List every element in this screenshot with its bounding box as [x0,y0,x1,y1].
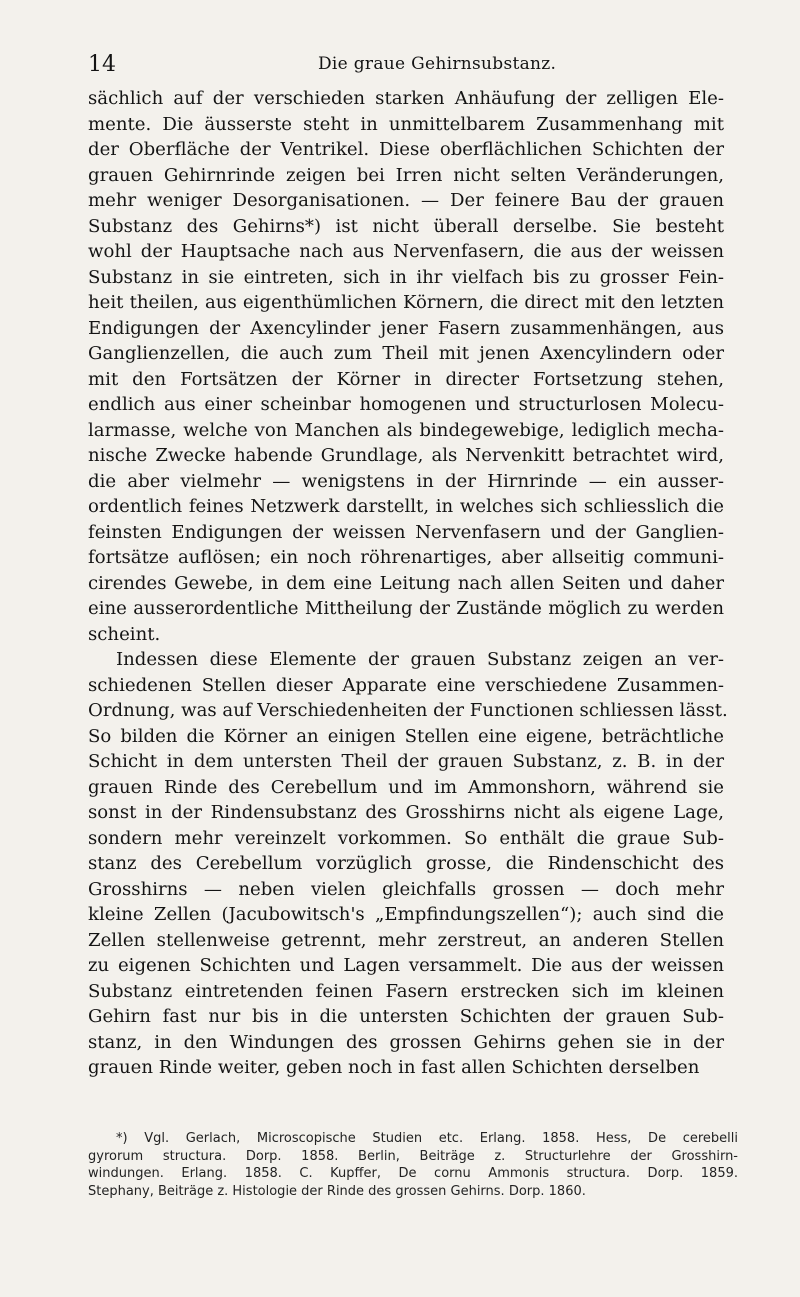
page-number: 14 [88,52,116,77]
footnote-line: Stephany, Beiträge z. Histologie der Rinde des grossen Gehirns. Dorp. 1860. [88,1183,586,1199]
footnote-line: windungen. Erlang. 1858. C. Kupffer, De cornu Ammonis structura. Dorp. 1859. [88,1166,738,1182]
text-line: sächlich auf der verschieden starken Anhäufung der zelligen Ele- [88,88,724,109]
text-line: Indessen diese Elemente der grauen Substanz zeigen an ver- [116,649,724,670]
text-line: Ordnung, was auf Verschiedenheiten der Functionen schliessen lässt. [88,700,728,721]
text-line: endlich aus einer scheinbar homogenen und structurlosen Molecu- [88,394,724,415]
text-line: grauen Rinde weiter, geben noch in fast allen Schichten derselben [88,1057,700,1078]
text-line: Schicht in dem untersten Theil der grauen Substanz, z. B. in der [88,751,724,772]
text-line: zu eigenen Schichten und Lagen versammelt. Die aus der weissen [88,955,724,976]
text-line: nische Zwecke habende Grundlage, als Nervenkitt betrachtet wird, [88,445,724,466]
text-line: Zellen stellenweise getrennt, mehr zerstreut, an anderen Stellen [88,929,724,951]
running-title: Die graue Gehirnsubstanz. [318,54,557,74]
page-header [88,52,712,82]
text-line: Endigungen der Axencylinder jener Fasern zusammenhängen, aus [88,317,724,339]
text-line: mit den Fortsätzen der Körner in directer Fortsetzung stehen, [88,368,724,390]
text-line: wohl der Hauptsache nach aus Nervenfasern, die aus der weissen [88,241,724,262]
text-line: die aber vielmehr — wenigstens in der Hirnrinde — ein ausser- [88,470,724,492]
text-line: eine ausserordentliche Mittheilung der Zustände möglich zu werden [88,598,724,619]
text-line: Substanz eintretenden feinen Fasern erstrecken sich im kleinen [88,980,724,1002]
text-line: der Oberfläche der Ventrikel. Diese oberflächlichen Schichten der [88,139,724,160]
text-line: grauen Gehirnrinde zeigen bei Irren nicht selten Veränderungen, [88,164,724,186]
text-line: larmasse, welche von Manchen als bindegewebige, lediglich mecha- [88,419,724,441]
text-line: Ganglienzellen, die auch zum Theil mit jenen Axencylindern oder [88,343,724,364]
footnotes [88,1130,738,1200]
main-text [88,86,728,1081]
text-line: So bilden die Körner an einigen Stellen eine eigene, beträchtliche [88,725,724,747]
text-line: stanz des Cerebellum vorzüglich grosse, die Rindenschicht des [88,853,724,874]
footnote-line: gyrorum structura. Dorp. 1858. Berlin, Beiträge z. Structurlehre der Grosshirn- [88,1148,738,1164]
text-line: sondern mehr vereinzelt vorkommen. So enthält die graue Sub- [88,827,724,849]
text-line: schiedenen Stellen dieser Apparate eine verschiedene Zusammen- [88,674,724,696]
text-line: grauen Rinde des Cerebellum und im Ammonshorn, während sie [88,776,724,798]
text-line: Substanz in sie eintreten, sich in ihr vielfach bis zu grosser Fein- [88,266,724,288]
text-line: mente. Die äusserste steht in unmittelbarem Zusammenhang mit [88,113,724,135]
text-line: ordentlich feines Netzwerk darstellt, in welches sich schliesslich die [88,496,724,517]
text-line: cirendes Gewebe, in dem eine Leitung nach allen Seiten und daher [88,572,724,594]
text-line: Substanz des Gehirns*) ist nicht überall derselbe. Sie besteht [88,215,724,237]
text-line: Gehirn fast nur bis in die untersten Schichten der grauen Sub- [88,1006,724,1027]
text-line: kleine Zellen (Jacubowitsch's „Empfindungszellen“); auch sind die [88,904,724,925]
footnote-line: *) Vgl. Gerlach, Microscopische Studien etc. Erlang. 1858. Hess, De cerebelli [116,1131,738,1146]
text-line: stanz, in den Windungen des grossen Gehirns gehen sie in der [88,1031,724,1053]
text-line: fortsätze auflösen; ein noch röhrenartiges, aber allseitig communi- [88,547,724,568]
text-line: heit theilen, aus eigenthümlichen Körnern, die direct mit den letzten [88,292,724,313]
text-line: feinsten Endigungen der weissen Nervenfasern und der Ganglien- [88,521,724,543]
text-line: mehr weniger Desorganisationen. — Der feinere Bau der grauen [88,190,724,211]
text-line: sonst in der Rindensubstanz des Grosshirns nicht als eigene Lage, [88,802,724,823]
text-line: Grosshirns — neben vielen gleichfalls grossen — doch mehr [88,878,724,900]
text-line: scheint. [88,623,161,645]
